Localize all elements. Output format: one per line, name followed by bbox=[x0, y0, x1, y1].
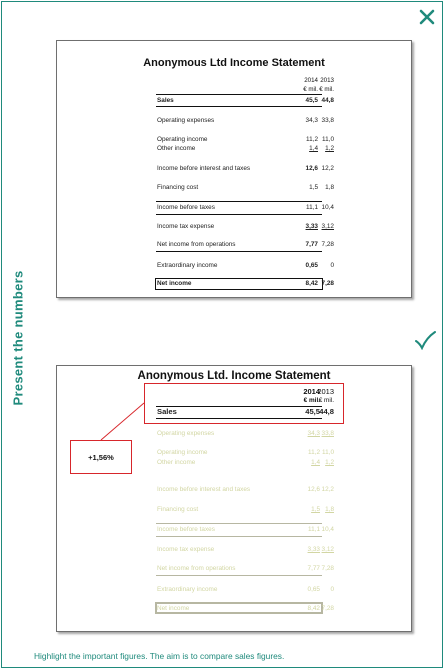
table-row: Operating expenses 34,3 33,8 bbox=[157, 430, 334, 437]
row-rule bbox=[156, 106, 322, 107]
unit-2013-header: € mil. bbox=[319, 86, 334, 93]
year-2013-header: 2013 bbox=[317, 387, 334, 396]
unit-2014-header: € mil. bbox=[303, 397, 320, 404]
table-row: Extraordinary income 0,65 0 bbox=[157, 586, 334, 593]
table-row: Net income from operations 7,77 7,28 bbox=[157, 241, 334, 248]
table-row: Income tax expense 3,33 3,12 bbox=[157, 546, 334, 553]
header-rule bbox=[156, 94, 322, 95]
row-rule bbox=[156, 201, 322, 202]
income-statement-original bbox=[56, 40, 412, 298]
table-row: Income tax expense 3,33 3,12 bbox=[157, 223, 334, 230]
table-row: Net income 8,42 7,28 bbox=[157, 280, 334, 287]
side-title: Present the numbers bbox=[10, 270, 26, 406]
statement-title: Anonymous Ltd. Income Statement bbox=[137, 370, 331, 382]
year-2014-header: 2014 bbox=[303, 387, 320, 396]
income-statement-highlighted bbox=[56, 365, 412, 632]
table-row: Income before taxes 11,1 10,4 bbox=[157, 204, 334, 211]
table-row: Other income 1,4 1,2 bbox=[157, 459, 334, 466]
table-row: Financing cost 1,5 1,8 bbox=[157, 184, 334, 191]
table-row: Income before interest and taxes 12,6 12,2 bbox=[157, 486, 334, 493]
row-rule bbox=[156, 214, 322, 215]
year-2014-header: 2014 bbox=[304, 77, 318, 84]
row-rule bbox=[156, 523, 322, 524]
statement-title: Anonymous Ltd Income Statement bbox=[143, 57, 325, 69]
table-row: Sales 45,5 44,8 bbox=[157, 97, 334, 104]
table-row: Income before taxes 11,1 10,4 bbox=[157, 526, 334, 533]
sales-growth-callout: +1,56% bbox=[70, 440, 132, 474]
unit-2013-header: € mil. bbox=[318, 397, 334, 404]
table-row: Extraordinary income 0,65 0 bbox=[157, 262, 334, 269]
caption-text: Highlight the important figures. The aim is to compare sales figures. bbox=[34, 651, 285, 661]
table-row: Operating income 11,2 11,0 bbox=[157, 449, 334, 456]
table-row: Financing cost 1,5 1,8 bbox=[157, 506, 334, 513]
table-row: Operating income 11,2 11,0 bbox=[157, 136, 334, 143]
table-row: Net income 8,42 7,28 bbox=[157, 605, 334, 612]
table-row: Income before interest and taxes 12,6 12,2 bbox=[157, 165, 334, 172]
table-row: Sales 45,5 44,8 bbox=[157, 407, 334, 416]
table-row: Operating expenses 34,3 33,8 bbox=[157, 117, 334, 124]
checkmark-icon bbox=[414, 330, 436, 350]
table-row: Other income 1,4 1,2 bbox=[157, 145, 334, 152]
table-row: Net income from operations 7,77 7,28 bbox=[157, 565, 334, 572]
year-2013-header: 2013 bbox=[320, 77, 334, 84]
unit-2014-header: € mil. bbox=[303, 86, 318, 93]
close-x-icon bbox=[419, 9, 435, 25]
row-rule bbox=[156, 251, 322, 252]
row-rule bbox=[156, 575, 322, 576]
row-rule bbox=[156, 536, 322, 537]
